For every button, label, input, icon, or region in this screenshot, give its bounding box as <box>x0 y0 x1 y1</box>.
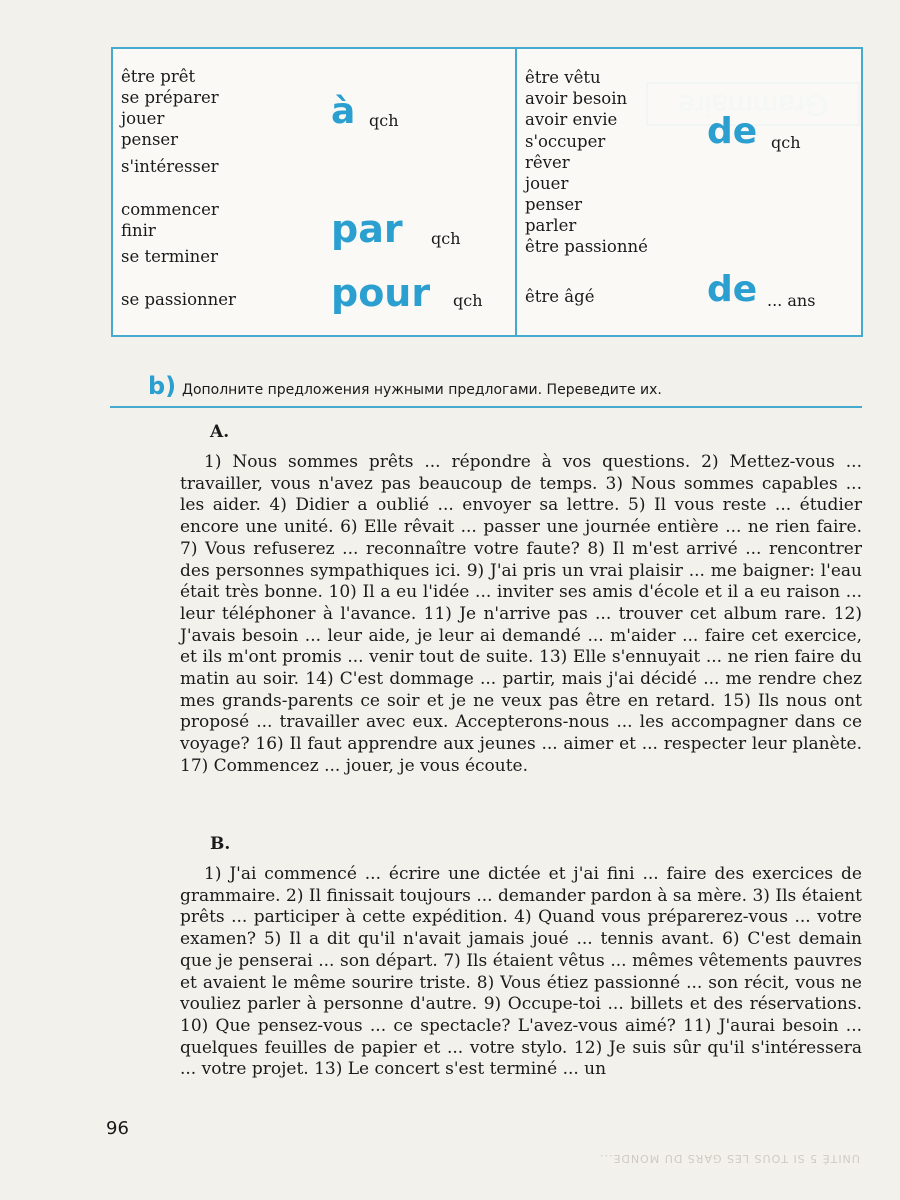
part-b-text: 1) J'ai commencé ... écrire une dictée et j'ai fini ... faire des exercices de grammaire. 2) Il finissait toujours ... demander pardon à sa mère. 3) Ils étaient prêts ... participer à cette expédition. 4) Quand vous préparerez-vous ... votre examen? 5) Il a dit qu'il n'avait jamais joué ... tennis avant. 6) C'est demain que je penserai ... son départ. 7) Ils étaient vêtus ... mêmes vêtements pauvres et avaient le même sourire triste. 8) Vous étiez passionné ... son récit, vous ne vouliez parler à personne d'autre. 9) Occupe-toi ... billets et des réservations. 10) Que pensez-vous ... ce spectacle? L'avez-vous aimé? 11) J'aurai besoin ... quelques feuilles de papier et ... votre stylo. 12) Je suis sûr qu'il s'intéressera ... votre projet. 13) Le concert s'est terminé ... un <box>180 864 862 1080</box>
part-b-title: B. <box>210 834 231 854</box>
verb-parler: parler <box>525 216 577 235</box>
preposition-table <box>111 47 863 337</box>
verb-etre-age: être âgé <box>525 287 595 306</box>
verb-s-occuper: s'occuper <box>525 132 606 151</box>
prep-pour: pour <box>331 271 431 315</box>
verb-rever: rêver <box>525 153 570 172</box>
qch-pour: qch <box>453 291 483 310</box>
ans-suffix: ... ans <box>767 291 816 310</box>
verb-penser: penser <box>121 130 179 149</box>
verb-commencer: commencer <box>121 200 219 219</box>
table-divider <box>515 49 517 335</box>
verb-jouer-de: jouer <box>525 174 569 193</box>
verb-etre-vetu: être vêtu <box>525 68 601 87</box>
verb-etre-passionne: être passionné <box>525 237 648 256</box>
prep-par: par <box>331 207 403 251</box>
qch-par: qch <box>431 229 461 248</box>
verb-se-passionner: se passionner <box>121 290 236 309</box>
page-number: 96 <box>106 1118 129 1139</box>
prep-a: à <box>331 91 356 132</box>
part-a-title: A. <box>210 422 230 442</box>
verb-avoir-besoin: avoir besoin <box>525 89 628 108</box>
verb-penser-de: penser <box>525 195 583 214</box>
prep-de: de <box>707 111 758 152</box>
qch-de: qch <box>771 133 801 152</box>
exercise-letter: b) <box>148 372 177 400</box>
verb-s-interesser: s'intéresser <box>121 157 219 176</box>
part-a-text: 1) Nous sommes prêts ... répondre à vos questions. 2) Mettez-vous ... travailler, vous n'avez pas beaucoup de temps. 3) Nous sommes capables ... les aider. 4) Didier a oublié ... envoyer sa lettre. 5) Il vous reste ... étudier encore une unité. 6) Elle rêvait ... passer une journée entière ... ne rien faire. 7) Vous refuserez ... reconnaître votre faute? 8) Il m'est arrivé ... rencontrer des personnes sympathiques ici. 9) J'ai pris un vrai plaisir ... me baigner: l'eau était très bonne. 10) Il a eu l'idée ... inviter ses amis d'école et il a eu raison ... leur téléphoner à l'avance. 11) Je n'arrive pas ... trouver cet album rare. 12) J'avais besoin ... leur aide, je leur ai demandé ... m'aider ... faire cet exercice, et ils m'ont promis ... venir tout de suite. 13) Elle s'ennuyait ... ne rien faire du matin au soir. 14) C'est dommage ... partir, mais j'ai décidé ... me rendre chez mes grands-parents ce soir et je ne veux pas être en retard. 15) Ils nous ont proposé ... travailler avec eux. Accepterons-nous ... les accompagner dans ce voyage? 16) Il faut apprendre aux jeunes ... aimer et ... respecter leur planète. 17) Commencez ... jouer, je vous écoute. <box>180 452 862 776</box>
exercise-instruction: Дополните предложения нужными предлогами. Переведите их. <box>182 382 662 398</box>
footer-ghost: UNITÉ 5 SI TOUS LES GARS DU MONDE... <box>599 1152 860 1165</box>
verb-jouer: jouer <box>121 109 165 128</box>
exercise-header <box>110 372 862 408</box>
prep-de-age: de <box>707 269 758 310</box>
verb-finir: finir <box>121 221 156 240</box>
verb-se-terminer: se terminer <box>121 247 218 266</box>
verb-avoir-envie: avoir envie <box>525 110 618 129</box>
verb-etre-pret: être prêt <box>121 67 196 86</box>
qch-a: qch <box>369 111 399 130</box>
verb-se-preparer: se préparer <box>121 88 219 107</box>
